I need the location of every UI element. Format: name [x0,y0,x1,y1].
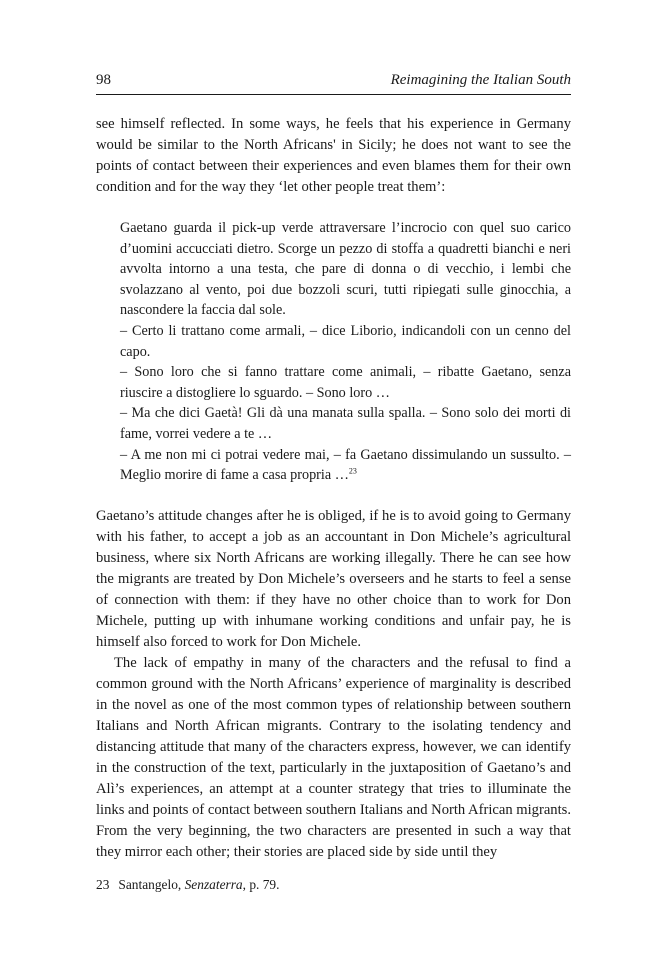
running-title: Reimagining the Italian South [390,72,571,88]
quote-line-last [120,445,571,486]
running-header [96,72,571,89]
block-quote [120,218,571,486]
footnote [96,877,571,893]
page-number: 98 [96,72,111,88]
quote-line-text: – A me non mi ci potrai vedere mai, – fa Gaetano dissimulando un sussulto. – Meglio morire di fame a casa propria … [120,446,571,484]
footnote-title: Senzaterra [184,877,243,892]
paragraph: The lack of empathy in many of the characters and the refusal to find a common ground with the North Africans’ experience of marginality is described in the novel as one of the most common types of relationship between southern Italians and North African migrants. Contrary to the isolating tendency and distancing attitude that many of the characters express, however, we can identify in the construction of the text, particularly in the juxtaposition of Gaetano’s and Alì’s experiences, an attempt at a counter strategy that tries to illuminate the links and points of contact between southern Italians and North African migrants. From the very beginning, the two characters are presented in such a way that they mirror each other; their stories are placed side by side until they [96,654,571,860]
quote-line: – Sono loro che si fanno trattare come animali, – ribatte Gaetano, senza riuscire a distogliere lo sguardo. – Sono loro … [120,364,571,401]
page-body [96,114,571,863]
footnote-ref: 23 [348,466,357,476]
footnote-number: 23 [96,877,110,892]
footnote-page: , p. 79. [242,877,280,892]
footnote-author: Santangelo, [118,877,182,892]
quote-line: – Certo li trattano come armali, – dice Liborio, indicandoli con un cenno del capo. [120,322,571,360]
paragraph: Gaetano’s attitude changes after he is obliged, if he is to avoid going to Germany with his father, to accept a job as an accountant in Don Michele’s agricultural business, where six North Africans are working illegally. There he can see how the migrants are treated by Don Michele’s overseers and he starts to feel a sense of connection with them: if they have no other choice than to work for Don Michele, putting up with inhumane working conditions and unfair pay, he is himself also forced to work for Don Michele. [96,507,571,650]
quote-line: Gaetano guarda il pick-up verde attraversare l’incrocio con quel suo carico d’uomini accucciati dietro. Scorge un pezzo di stoffa a quadretti bianchi e neri avvolta intorno a una testa, che pare di donna o di vecchio, i lembi che svolazzano al vento, poi due bozzoli scuri, tutti ripiegati sulle ginocchia, a nascondere la faccia dal sole. [120,220,571,319]
header-rule [96,94,571,95]
quote-line: – Ma che dici Gaetà! Gli dà una manata sulla spalla. – Sono solo dei morti di fame, vorrei vedere a te … [120,405,571,442]
paragraph: see himself reflected. In some ways, he feels that his experience in Germany would be similar to the North Africans' in Sicily; he does not want to see the points of contact between their experiences and even blames them for their own condition and for the way they ‘let other people treat them’: [96,116,571,195]
